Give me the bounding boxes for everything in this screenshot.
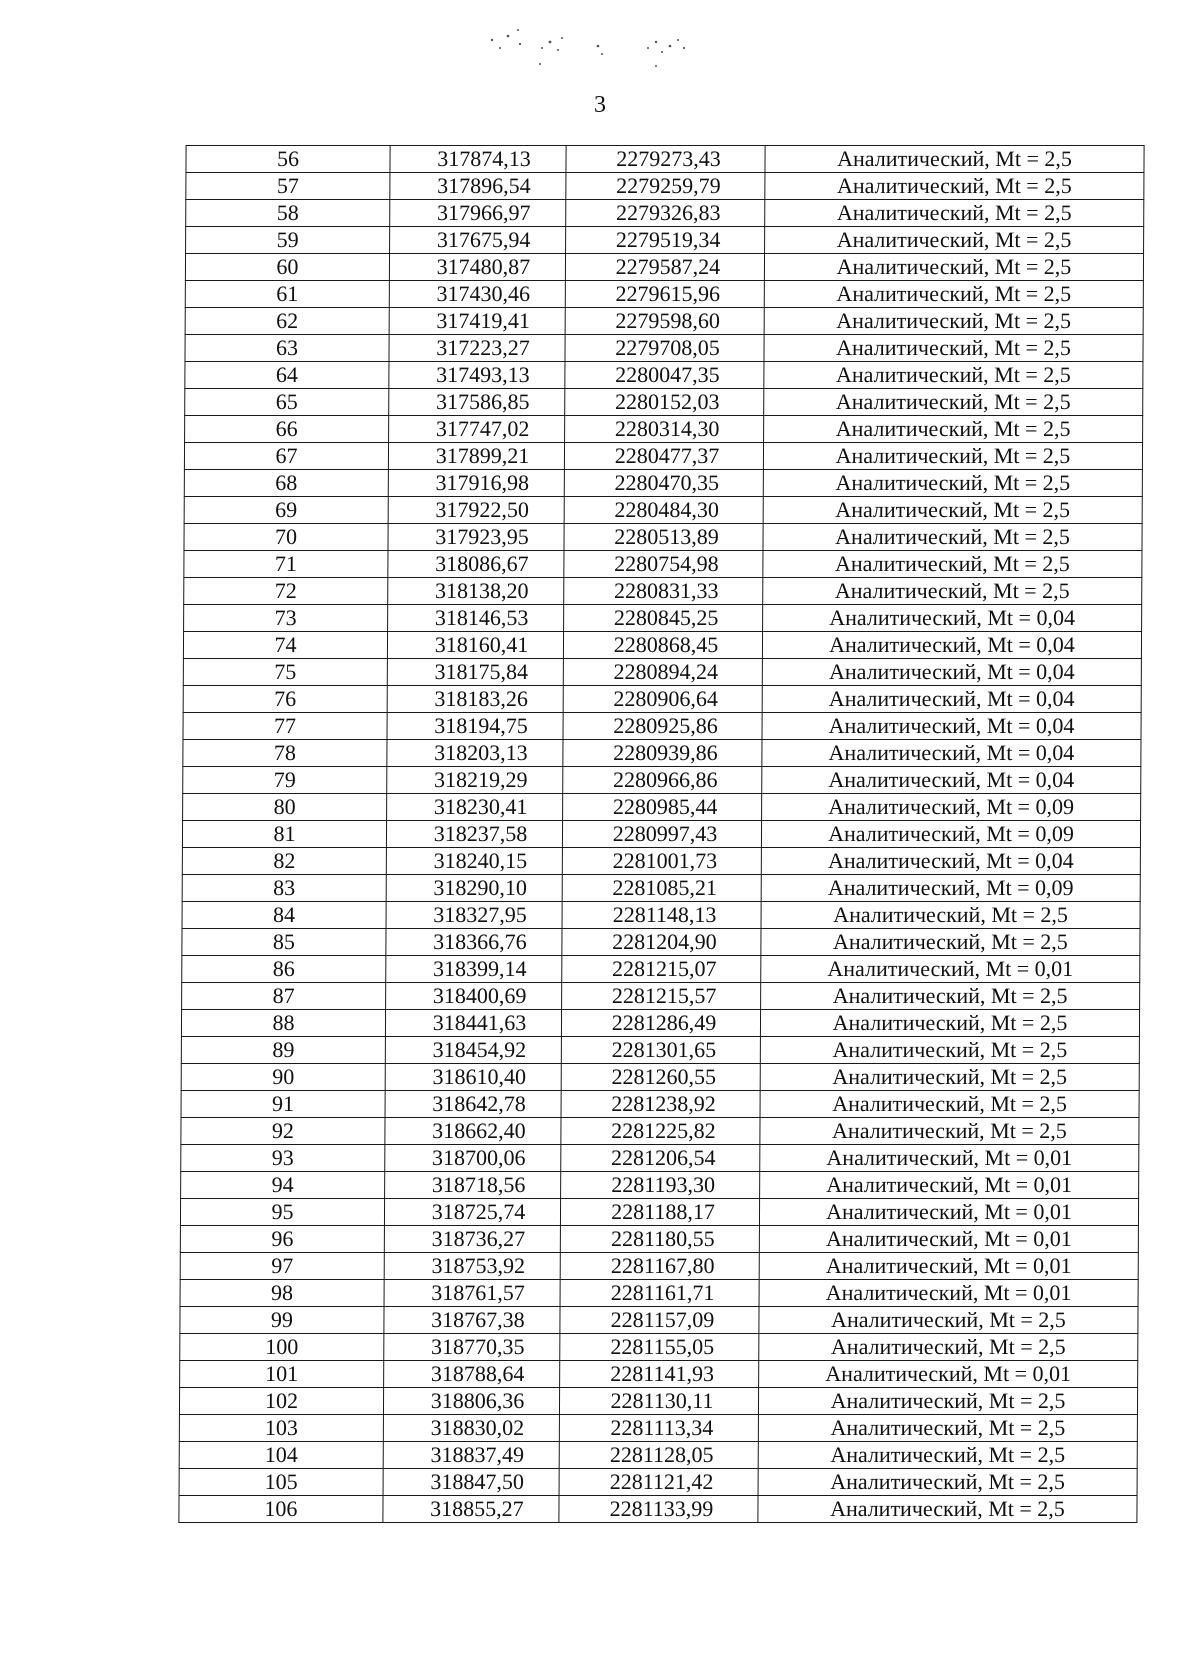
y-coordinate-cell: 2280868,45: [563, 632, 762, 659]
point-number-cell: 105: [179, 1469, 383, 1496]
point-number-cell: 57: [186, 173, 390, 200]
point-number-cell: 83: [182, 875, 386, 902]
method-cell: Аналитический, Mt = 0,01: [760, 1172, 1139, 1199]
y-coordinate-cell: 2281215,57: [562, 983, 761, 1010]
point-number-cell: 69: [184, 497, 388, 524]
y-coordinate-cell: 2281155,05: [560, 1334, 759, 1361]
table-row: [180, 1199, 1138, 1226]
y-coordinate-cell: 2281238,92: [561, 1091, 760, 1118]
method-cell: Аналитический, Mt = 2,5: [764, 254, 1143, 281]
point-number-cell: 102: [179, 1388, 383, 1415]
x-coordinate-cell: 317493,13: [389, 362, 565, 389]
method-cell: Аналитический, Mt = 2,5: [758, 1496, 1137, 1523]
y-coordinate-cell: 2279598,60: [565, 308, 764, 335]
method-cell: Аналитический, Mt = 2,5: [758, 1442, 1137, 1469]
method-cell: Аналитический, Mt = 2,5: [759, 1307, 1138, 1334]
point-number-cell: 73: [184, 605, 388, 632]
x-coordinate-cell: 318441,63: [385, 1010, 561, 1037]
page-number: 3: [594, 92, 606, 118]
point-number-cell: 75: [183, 659, 387, 686]
method-cell: Аналитический, Mt = 0,04: [761, 848, 1140, 875]
x-coordinate-cell: 318240,15: [386, 848, 562, 875]
x-coordinate-cell: 317430,46: [389, 281, 565, 308]
table-row: [185, 389, 1143, 416]
x-coordinate-cell: 318847,50: [383, 1469, 559, 1496]
method-cell: Аналитический, Mt = 2,5: [765, 200, 1144, 227]
table-row: [183, 767, 1141, 794]
table-row: [183, 794, 1141, 821]
table-row: [185, 362, 1143, 389]
table-row: [182, 875, 1140, 902]
y-coordinate-cell: 2279326,83: [566, 200, 765, 227]
table-row: [180, 1334, 1138, 1361]
method-cell: Аналитический, Mt = 2,5: [763, 551, 1142, 578]
y-coordinate-cell: 2281161,71: [560, 1280, 759, 1307]
y-coordinate-cell: 2281188,17: [560, 1199, 759, 1226]
point-number-cell: 66: [185, 416, 389, 443]
method-cell: Аналитический, Mt = 0,04: [762, 659, 1141, 686]
table-row: [184, 578, 1142, 605]
y-coordinate-cell: 2281148,13: [562, 902, 761, 929]
coordinates-table-body: [179, 146, 1144, 1523]
table-row: [182, 821, 1140, 848]
method-cell: Аналитический, Mt = 0,01: [761, 956, 1140, 983]
x-coordinate-cell: 318237,58: [386, 821, 562, 848]
method-cell: Аналитический, Mt = 0,01: [760, 1145, 1139, 1172]
y-coordinate-cell: 2280997,43: [562, 821, 761, 848]
y-coordinate-cell: 2281001,73: [562, 848, 761, 875]
x-coordinate-cell: 318770,35: [384, 1334, 560, 1361]
y-coordinate-cell: 2281301,65: [561, 1037, 760, 1064]
y-coordinate-cell: 2281141,93: [560, 1361, 759, 1388]
table-row: [179, 1388, 1137, 1415]
y-coordinate-cell: 2281130,11: [559, 1388, 758, 1415]
table-row: [179, 1469, 1137, 1496]
x-coordinate-cell: 318767,38: [384, 1307, 560, 1334]
table-row: [183, 659, 1141, 686]
x-coordinate-cell: 318642,78: [385, 1091, 561, 1118]
table-row: [181, 1145, 1139, 1172]
method-cell: Аналитический, Mt = 0,04: [762, 740, 1141, 767]
x-coordinate-cell: 318138,20: [388, 578, 564, 605]
x-coordinate-cell: 318400,69: [386, 983, 562, 1010]
table-row: [185, 416, 1143, 443]
table-row: [182, 848, 1140, 875]
point-number-cell: 79: [183, 767, 387, 794]
x-coordinate-cell: 318830,02: [383, 1415, 559, 1442]
point-number-cell: 89: [181, 1037, 385, 1064]
table-row: [180, 1280, 1138, 1307]
coordinates-table: [178, 145, 1144, 1523]
y-coordinate-cell: 2280906,64: [563, 686, 762, 713]
point-number-cell: 98: [180, 1280, 384, 1307]
method-cell: Аналитический, Mt = 2,5: [763, 470, 1142, 497]
table-row: [186, 173, 1144, 200]
point-number-cell: 70: [184, 524, 388, 551]
table-row: [181, 1091, 1139, 1118]
x-coordinate-cell: 317480,87: [389, 254, 565, 281]
y-coordinate-cell: 2280831,33: [564, 578, 763, 605]
method-cell: Аналитический, Mt = 2,5: [760, 1064, 1139, 1091]
y-coordinate-cell: 2280152,03: [565, 389, 764, 416]
point-number-cell: 97: [180, 1253, 384, 1280]
point-number-cell: 64: [185, 362, 389, 389]
y-coordinate-cell: 2279519,34: [566, 227, 765, 254]
point-number-cell: 87: [182, 983, 386, 1010]
method-cell: Аналитический, Mt = 2,5: [760, 1037, 1139, 1064]
x-coordinate-cell: 317747,02: [389, 416, 565, 443]
x-coordinate-cell: 318736,27: [384, 1226, 560, 1253]
table-row: [184, 443, 1142, 470]
y-coordinate-cell: 2280484,30: [564, 497, 763, 524]
y-coordinate-cell: 2281286,49: [561, 1010, 760, 1037]
point-number-cell: 100: [180, 1334, 384, 1361]
y-coordinate-cell: 2280894,24: [563, 659, 762, 686]
x-coordinate-cell: 317223,27: [389, 335, 565, 362]
method-cell: Аналитический, Mt = 2,5: [765, 146, 1144, 173]
table-row: [180, 1307, 1138, 1334]
y-coordinate-cell: 2281215,07: [562, 956, 761, 983]
y-coordinate-cell: 2280925,86: [563, 713, 762, 740]
x-coordinate-cell: 318718,56: [385, 1172, 561, 1199]
x-coordinate-cell: 318725,74: [384, 1199, 560, 1226]
point-number-cell: 99: [180, 1307, 384, 1334]
table-row: [182, 956, 1140, 983]
y-coordinate-cell: 2281085,21: [562, 875, 761, 902]
table-row: [182, 929, 1140, 956]
method-cell: Аналитический, Mt = 0,01: [759, 1361, 1138, 1388]
point-number-cell: 86: [182, 956, 386, 983]
method-cell: Аналитический, Mt = 2,5: [764, 335, 1143, 362]
table-row: [184, 524, 1142, 551]
y-coordinate-cell: 2280477,37: [564, 443, 763, 470]
table-row: [183, 740, 1141, 767]
method-cell: Аналитический, Mt = 2,5: [759, 1334, 1138, 1361]
x-coordinate-cell: 318183,26: [387, 686, 563, 713]
point-number-cell: 67: [184, 443, 388, 470]
point-number-cell: 96: [180, 1226, 384, 1253]
method-cell: Аналитический, Mt = 0,04: [762, 767, 1141, 794]
y-coordinate-cell: 2279615,96: [565, 281, 764, 308]
y-coordinate-cell: 2281157,09: [560, 1307, 759, 1334]
table-row: [185, 308, 1143, 335]
table-row: [181, 1037, 1139, 1064]
table-row: [180, 1253, 1138, 1280]
point-number-cell: 81: [182, 821, 386, 848]
method-cell: Аналитический, Mt = 0,01: [759, 1280, 1138, 1307]
y-coordinate-cell: 2281121,42: [559, 1469, 758, 1496]
table-row: [180, 1226, 1138, 1253]
point-number-cell: 60: [185, 254, 389, 281]
x-coordinate-cell: 318788,64: [384, 1361, 560, 1388]
method-cell: Аналитический, Mt = 0,04: [763, 605, 1142, 632]
x-coordinate-cell: 317419,41: [389, 308, 565, 335]
y-coordinate-cell: 2279708,05: [565, 335, 764, 362]
point-number-cell: 76: [183, 686, 387, 713]
point-number-cell: 85: [182, 929, 386, 956]
point-number-cell: 62: [185, 308, 389, 335]
table-row: [184, 605, 1142, 632]
table-row: [180, 1361, 1138, 1388]
method-cell: Аналитический, Mt = 2,5: [760, 1010, 1139, 1037]
y-coordinate-cell: 2279259,79: [566, 173, 765, 200]
x-coordinate-cell: 318761,57: [384, 1280, 560, 1307]
x-coordinate-cell: 318806,36: [383, 1388, 559, 1415]
x-coordinate-cell: 318610,40: [385, 1064, 561, 1091]
method-cell: Аналитический, Mt = 2,5: [765, 173, 1144, 200]
x-coordinate-cell: 318855,27: [383, 1496, 559, 1523]
x-coordinate-cell: 318219,29: [387, 767, 563, 794]
point-number-cell: 56: [186, 146, 390, 173]
x-coordinate-cell: 317675,94: [390, 227, 566, 254]
table-row: [181, 1118, 1139, 1145]
table-row: [184, 470, 1142, 497]
point-number-cell: 58: [186, 200, 390, 227]
table-row: [182, 983, 1140, 1010]
table-row: [181, 1172, 1139, 1199]
x-coordinate-cell: 317586,85: [389, 389, 565, 416]
method-cell: Аналитический, Mt = 0,09: [762, 794, 1141, 821]
x-coordinate-cell: 318454,92: [385, 1037, 561, 1064]
method-cell: Аналитический, Mt = 2,5: [763, 443, 1142, 470]
table-row: [185, 335, 1143, 362]
method-cell: Аналитический, Mt = 0,01: [759, 1226, 1138, 1253]
point-number-cell: 101: [180, 1361, 384, 1388]
y-coordinate-cell: 2281133,99: [559, 1496, 758, 1523]
x-coordinate-cell: 318160,41: [387, 632, 563, 659]
method-cell: Аналитический, Mt = 2,5: [765, 227, 1144, 254]
point-number-cell: 92: [181, 1118, 385, 1145]
x-coordinate-cell: 318146,53: [388, 605, 564, 632]
table-row: [186, 227, 1144, 254]
point-number-cell: 90: [181, 1064, 385, 1091]
table-row: [184, 551, 1142, 578]
point-number-cell: 104: [179, 1442, 383, 1469]
point-number-cell: 103: [179, 1415, 383, 1442]
point-number-cell: 77: [183, 713, 387, 740]
method-cell: Аналитический, Mt = 2,5: [758, 1415, 1137, 1442]
y-coordinate-cell: 2280939,86: [563, 740, 762, 767]
y-coordinate-cell: 2281167,80: [560, 1253, 759, 1280]
method-cell: Аналитический, Mt = 2,5: [758, 1388, 1137, 1415]
method-cell: Аналитический, Mt = 2,5: [758, 1469, 1137, 1496]
x-coordinate-cell: 318753,92: [384, 1253, 560, 1280]
method-cell: Аналитический, Mt = 0,04: [762, 632, 1141, 659]
y-coordinate-cell: 2280470,35: [564, 470, 763, 497]
method-cell: Аналитический, Mt = 2,5: [764, 362, 1143, 389]
x-coordinate-cell: 317874,13: [390, 146, 566, 173]
table-row: [183, 713, 1141, 740]
table-row: [185, 254, 1143, 281]
method-cell: Аналитический, Mt = 2,5: [763, 524, 1142, 551]
table-row: [181, 1010, 1139, 1037]
table-row: [186, 200, 1144, 227]
method-cell: Аналитический, Mt = 0,04: [762, 713, 1141, 740]
table-row: [184, 497, 1142, 524]
method-cell: Аналитический, Mt = 2,5: [760, 1091, 1139, 1118]
method-cell: Аналитический, Mt = 0,01: [759, 1199, 1138, 1226]
table-row: [183, 686, 1141, 713]
point-number-cell: 94: [181, 1172, 385, 1199]
x-coordinate-cell: 318327,95: [386, 902, 562, 929]
table-row: [179, 1442, 1137, 1469]
x-coordinate-cell: 318662,40: [385, 1118, 561, 1145]
x-coordinate-cell: 318399,14: [386, 956, 562, 983]
y-coordinate-cell: 2280966,86: [563, 767, 762, 794]
scan-noise-marks: [480, 18, 760, 78]
method-cell: Аналитический, Mt = 2,5: [764, 281, 1143, 308]
method-cell: Аналитический, Mt = 0,09: [761, 875, 1140, 902]
y-coordinate-cell: 2281225,82: [561, 1118, 760, 1145]
y-coordinate-cell: 2280845,25: [564, 605, 763, 632]
point-number-cell: 59: [186, 227, 390, 254]
x-coordinate-cell: 318203,13: [387, 740, 563, 767]
x-coordinate-cell: 318290,10: [386, 875, 562, 902]
method-cell: Аналитический, Mt = 0,04: [762, 686, 1141, 713]
point-number-cell: 95: [180, 1199, 384, 1226]
point-number-cell: 82: [182, 848, 386, 875]
x-coordinate-cell: 317896,54: [390, 173, 566, 200]
point-number-cell: 63: [185, 335, 389, 362]
x-coordinate-cell: 318366,76: [386, 929, 562, 956]
y-coordinate-cell: 2281113,34: [559, 1415, 758, 1442]
point-number-cell: 72: [184, 578, 388, 605]
point-number-cell: 88: [181, 1010, 385, 1037]
table-row: [179, 1415, 1137, 1442]
y-coordinate-cell: 2281180,55: [560, 1226, 759, 1253]
table-row: [185, 281, 1143, 308]
point-number-cell: 91: [181, 1091, 385, 1118]
x-coordinate-cell: 317922,50: [388, 497, 564, 524]
point-number-cell: 106: [179, 1496, 383, 1523]
point-number-cell: 68: [184, 470, 388, 497]
method-cell: Аналитический, Mt = 2,5: [761, 983, 1140, 1010]
x-coordinate-cell: 317899,21: [388, 443, 564, 470]
y-coordinate-cell: 2280047,35: [565, 362, 764, 389]
table-row: [179, 1496, 1137, 1523]
y-coordinate-cell: 2279273,43: [566, 146, 765, 173]
point-number-cell: 80: [183, 794, 387, 821]
y-coordinate-cell: 2281204,90: [562, 929, 761, 956]
method-cell: Аналитический, Mt = 2,5: [763, 497, 1142, 524]
method-cell: Аналитический, Mt = 2,5: [760, 1118, 1139, 1145]
x-coordinate-cell: 318230,41: [387, 794, 563, 821]
method-cell: Аналитический, Mt = 0,01: [759, 1253, 1138, 1280]
point-number-cell: 65: [185, 389, 389, 416]
table-row: [186, 146, 1144, 173]
x-coordinate-cell: 317923,95: [388, 524, 564, 551]
x-coordinate-cell: 317916,98: [388, 470, 564, 497]
x-coordinate-cell: 318700,06: [385, 1145, 561, 1172]
method-cell: Аналитический, Mt = 2,5: [764, 416, 1143, 443]
point-number-cell: 61: [185, 281, 389, 308]
y-coordinate-cell: 2279587,24: [565, 254, 764, 281]
table-row: [182, 902, 1140, 929]
method-cell: Аналитический, Mt = 2,5: [761, 929, 1140, 956]
method-cell: Аналитический, Mt = 2,5: [763, 578, 1142, 605]
point-number-cell: 78: [183, 740, 387, 767]
point-number-cell: 74: [183, 632, 387, 659]
table-row: [183, 632, 1141, 659]
y-coordinate-cell: 2280985,44: [563, 794, 762, 821]
y-coordinate-cell: 2281128,05: [559, 1442, 758, 1469]
y-coordinate-cell: 2281260,55: [561, 1064, 760, 1091]
y-coordinate-cell: 2280513,89: [564, 524, 763, 551]
point-number-cell: 93: [181, 1145, 385, 1172]
x-coordinate-cell: 318086,67: [388, 551, 564, 578]
x-coordinate-cell: 318194,75: [387, 713, 563, 740]
point-number-cell: 71: [184, 551, 388, 578]
method-cell: Аналитический, Mt = 2,5: [764, 308, 1143, 335]
table-row: [181, 1064, 1139, 1091]
method-cell: Аналитический, Mt = 0,09: [761, 821, 1140, 848]
point-number-cell: 84: [182, 902, 386, 929]
y-coordinate-cell: 2280754,98: [564, 551, 763, 578]
method-cell: Аналитический, Mt = 2,5: [764, 389, 1143, 416]
x-coordinate-cell: 318837,49: [383, 1442, 559, 1469]
x-coordinate-cell: 317966,97: [390, 200, 566, 227]
y-coordinate-cell: 2280314,30: [565, 416, 764, 443]
method-cell: Аналитический, Mt = 2,5: [761, 902, 1140, 929]
x-coordinate-cell: 318175,84: [387, 659, 563, 686]
y-coordinate-cell: 2281206,54: [561, 1145, 760, 1172]
y-coordinate-cell: 2281193,30: [561, 1172, 760, 1199]
